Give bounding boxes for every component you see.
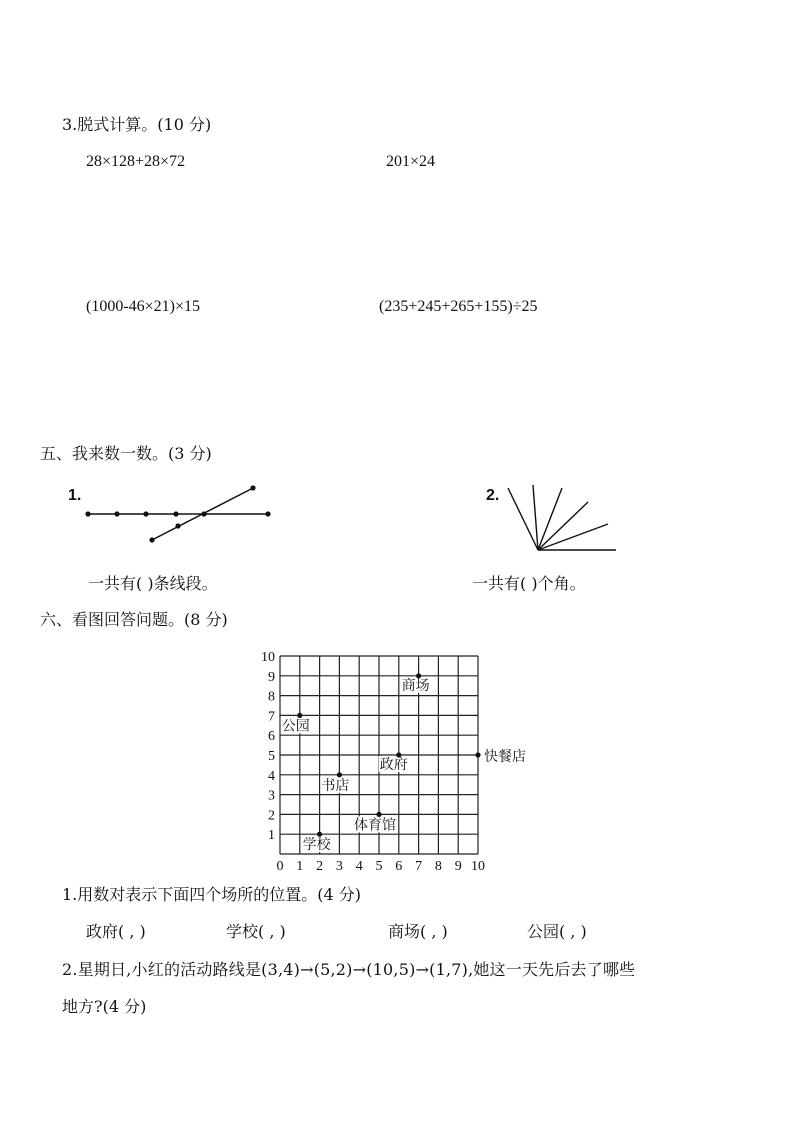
place-label: 公园 xyxy=(281,718,310,735)
place-point xyxy=(475,752,480,757)
place-point xyxy=(317,832,322,837)
q1-answer: 一共有( )条线段。 xyxy=(88,574,218,593)
y-tick-label: 8 xyxy=(268,689,275,705)
answer-xuexiao: 学校( , ) xyxy=(226,922,286,941)
section6-q2-line1: 2.星期日,小红的活动路线是(3,4)→(5,2)→(10,5)→(1,7),她这一天先后去了哪些 xyxy=(62,960,636,979)
answer-shangchang: 商场( , ) xyxy=(388,922,448,941)
y-tick-label: 4 xyxy=(268,768,275,784)
angle-figure xyxy=(500,480,620,555)
place-label: 书店 xyxy=(321,777,350,794)
place-point xyxy=(297,713,302,718)
coordinate-grid-chart xyxy=(254,644,554,874)
x-tick-label: 0 xyxy=(276,859,284,874)
answer-gongyuan: 公园( , ) xyxy=(527,922,587,941)
section6-q1: 1.用数对表示下面四个场所的位置。(4 分) xyxy=(62,885,362,904)
q1-label: 1. xyxy=(68,487,82,504)
place-label: 学校 xyxy=(302,837,331,854)
x-tick-label: 4 xyxy=(355,859,363,874)
y-tick-label: 7 xyxy=(268,709,275,725)
expression-3: (1000-46×21)×15 xyxy=(86,298,201,315)
y-tick-label: 6 xyxy=(268,729,275,745)
x-tick-label: 8 xyxy=(434,859,442,874)
section5-heading: 五、我来数一数。(3 分) xyxy=(40,444,212,463)
place-label: 商场 xyxy=(401,677,430,694)
x-tick-label: 6 xyxy=(395,859,403,874)
x-tick-label: 9 xyxy=(454,859,462,874)
y-tick-label: 9 xyxy=(268,669,275,685)
x-tick-label: 7 xyxy=(415,859,423,874)
section3-heading: 3.脱式计算。(10 分) xyxy=(62,115,212,134)
place-point xyxy=(337,772,342,777)
x-tick-label: 2 xyxy=(316,859,324,874)
place-label: 政府 xyxy=(379,757,408,773)
place-label: 快餐店 xyxy=(484,749,526,765)
section6-heading: 六、看图回答问题。(8 分) xyxy=(40,610,228,629)
expression-4: (235+245+265+155)÷25 xyxy=(379,298,538,315)
q2-answer: 一共有( )个角。 xyxy=(472,574,586,593)
x-tick-label: 1 xyxy=(296,859,304,874)
x-tick-label: 10 xyxy=(471,859,485,874)
y-tick-label: 1 xyxy=(268,828,275,844)
expression-2: 201×24 xyxy=(386,153,436,170)
expression-1: 28×128+28×72 xyxy=(86,153,186,170)
answer-zhengfu: 政府( , ) xyxy=(86,922,146,941)
y-tick-label: 10 xyxy=(261,650,275,665)
y-tick-label: 3 xyxy=(268,788,275,804)
place-label: 体育馆 xyxy=(354,817,396,834)
line-segment-figure xyxy=(80,480,280,550)
section6-q2-line2: 地方?(4 分) xyxy=(62,997,147,1016)
x-tick-label: 3 xyxy=(335,859,343,874)
place-point xyxy=(376,812,381,817)
y-tick-label: 5 xyxy=(268,749,275,764)
q2-label: 2. xyxy=(486,487,500,504)
x-tick-label: 5 xyxy=(375,859,383,874)
y-tick-label: 2 xyxy=(268,808,275,824)
